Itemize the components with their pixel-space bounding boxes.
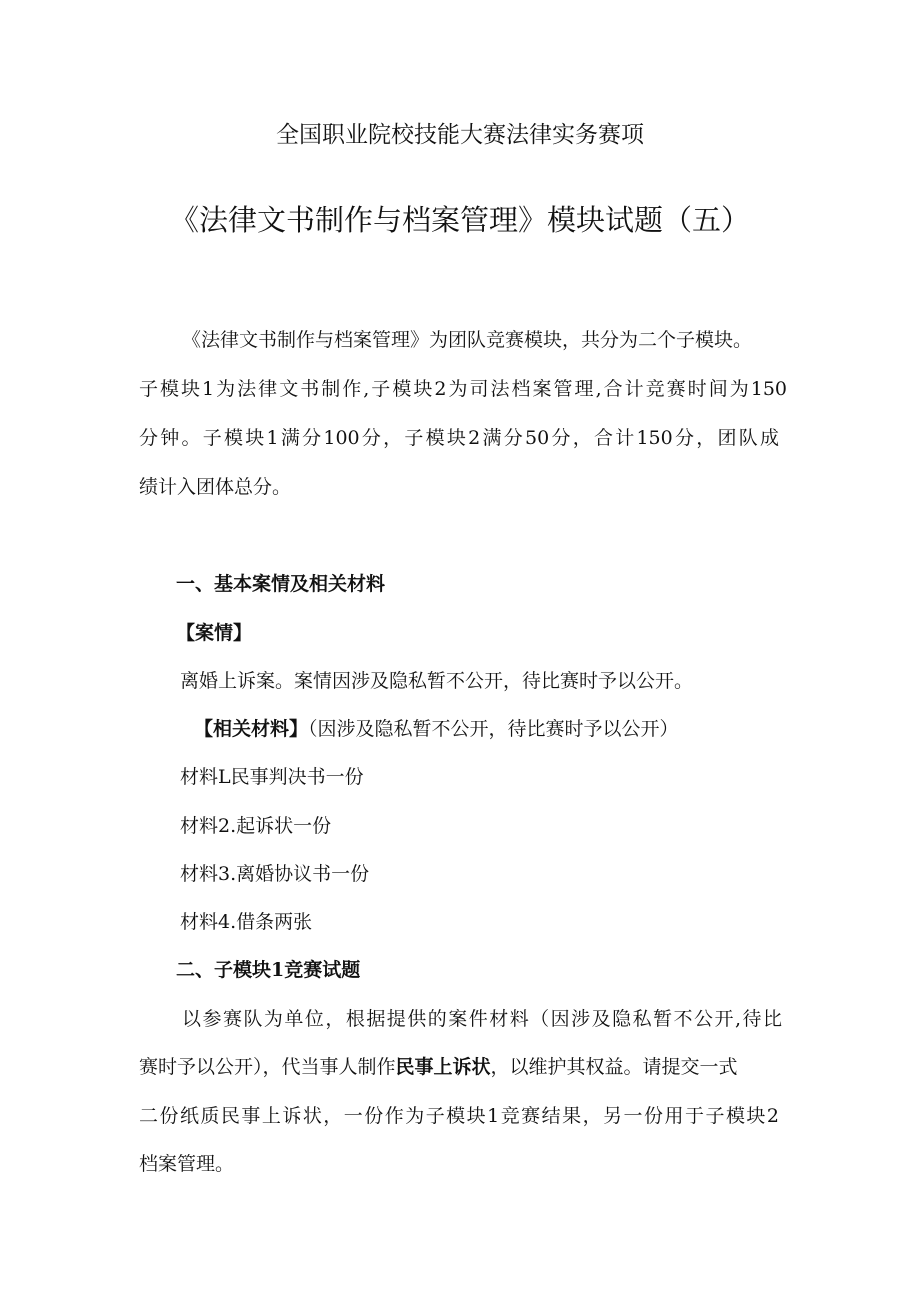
intro-line-3: 分钟。子模块1满分100分，子模块2满分50分，合计150分，团队成 <box>139 427 779 449</box>
material-item: 材料3.离婚协议书一份 <box>180 863 370 885</box>
materials-line <box>194 716 679 742</box>
section2-heading: 二、子模块1竞赛试题 <box>176 959 361 981</box>
materials-note: （因涉及隐私暂不公开，待比赛时予以公开） <box>308 718 679 740</box>
case-label: 【案情】 <box>176 622 253 644</box>
section1-heading: 一、基本案情及相关材料 <box>176 573 386 595</box>
title-line-2: 《法律文书制作与档案管理》模块试题（五） <box>169 203 750 237</box>
intro-line-4: 绩计入团体总分。 <box>139 476 292 498</box>
section2-para-line-2 <box>139 1054 738 1080</box>
case-text: 离婚上诉案。案情因涉及隐私暂不公开，待比赛时予以公开。 <box>180 670 694 692</box>
section2-para-line-1: 以参赛队为单位，根据提供的案件材料（因涉及隐私暂不公开,待比 <box>182 1008 782 1030</box>
material-item: 材料4.借条两张 <box>180 911 313 933</box>
intro-line-1: 《法律文书制作与档案管理》为团队竞赛模块，共分为二个子模块。 <box>182 329 753 351</box>
intro-line-2: 子模块1为法律文书制作,子模块2为司法档案管理,合计竞赛时间为150 <box>139 378 787 400</box>
materials-label: 【相关材料】 <box>194 718 309 740</box>
section2-para-line-4: 档案管理。 <box>139 1153 235 1175</box>
material-item: 材料2.起诉状一份 <box>180 815 332 837</box>
section2-para-line-3: 二份纸质民事上诉状，一份作为子模块1竞赛结果，另一份用于子模块2 <box>139 1105 779 1127</box>
title-line-1: 全国职业院校技能大赛法律实务赛项 <box>276 122 644 148</box>
material-item: 材料L民事判决书一份 <box>180 766 364 788</box>
section2-para-text: ，以维护其权益。请提交一式 <box>490 1056 738 1078</box>
document-type-emphasis: 民事上诉状 <box>395 1056 491 1078</box>
section2-para-text: 赛时予以公开），代当事人制作 <box>139 1056 396 1078</box>
